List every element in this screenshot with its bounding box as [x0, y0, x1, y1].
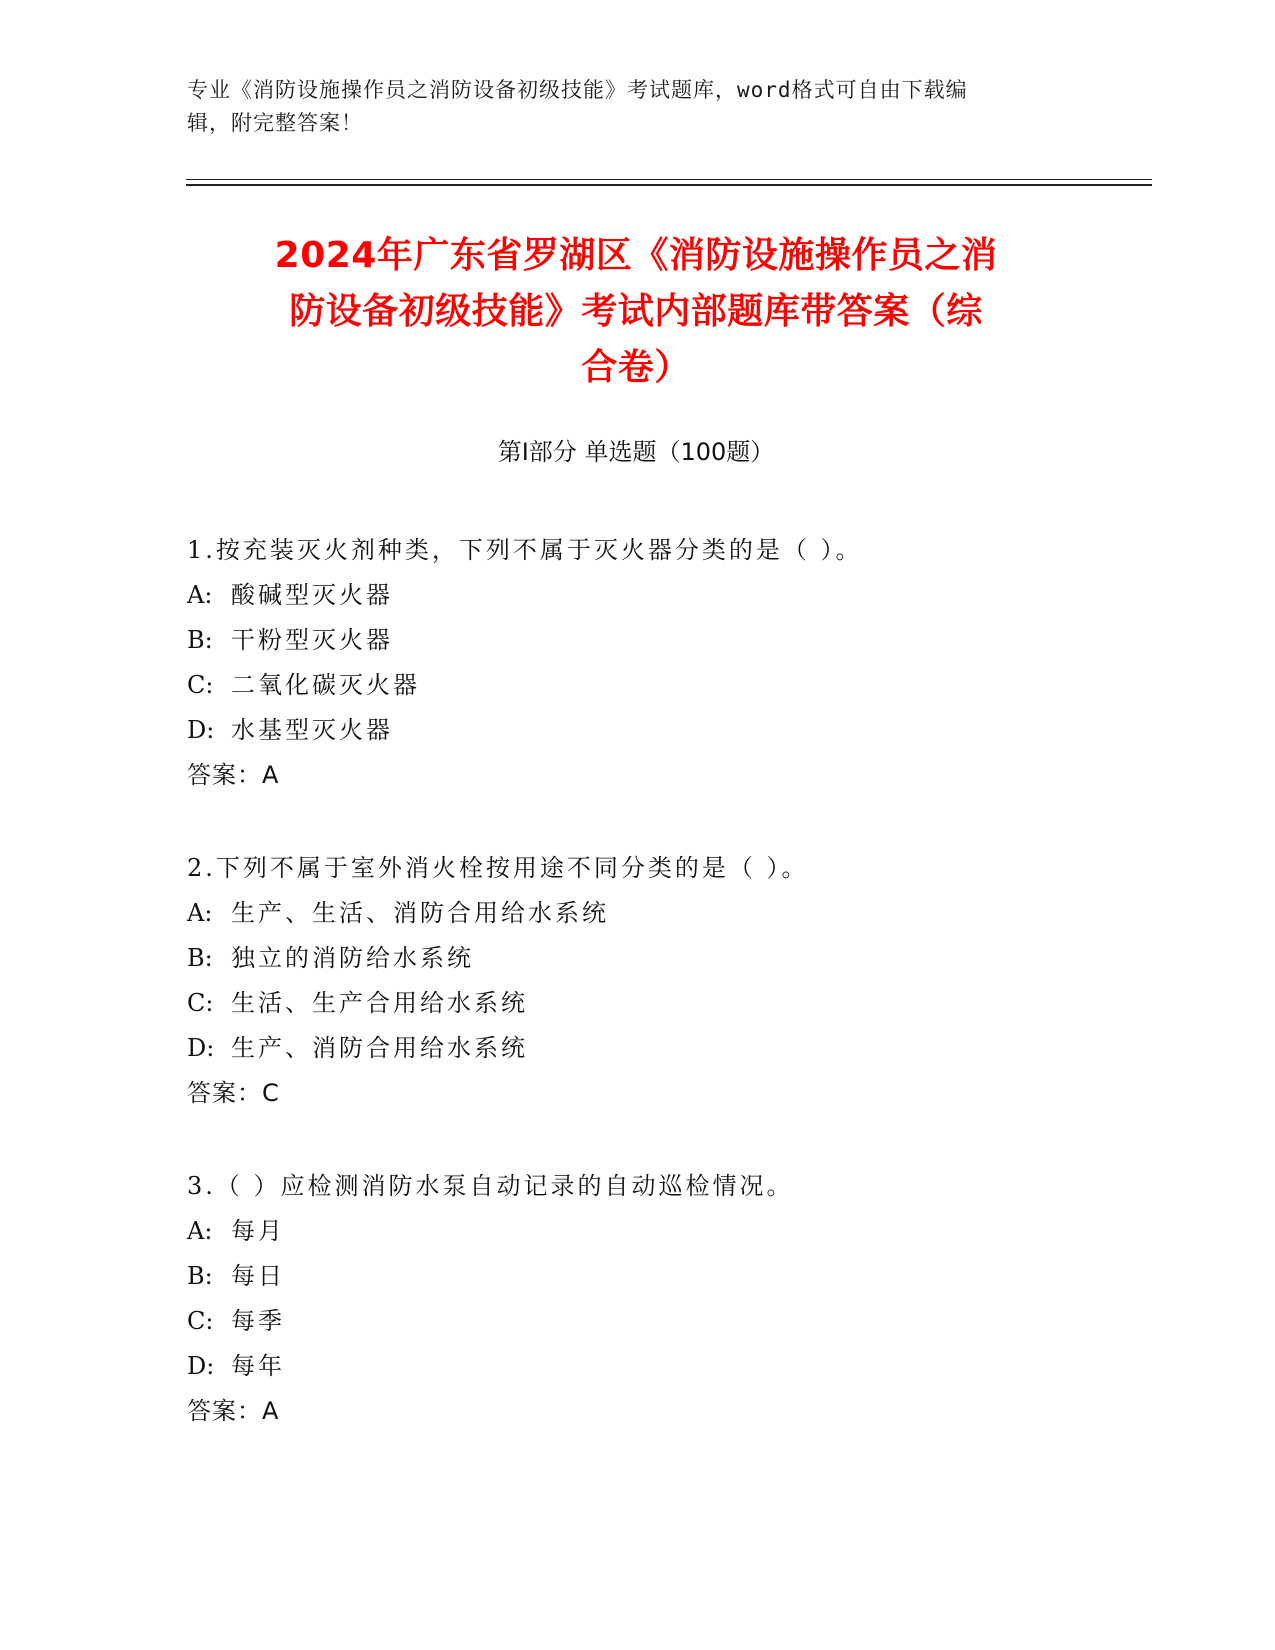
option-c	[187, 1299, 1147, 1344]
option-text: 每季	[231, 1307, 285, 1335]
option-letter: A:	[187, 1217, 213, 1245]
option-text: 酸碱型灭火器	[231, 581, 393, 609]
header-note-line-2: 辑，附完整答案！	[187, 111, 363, 135]
option-a	[187, 891, 1147, 936]
option-letter: A:	[187, 581, 213, 609]
option-c	[187, 981, 1147, 1026]
option-letter: B:	[187, 626, 213, 654]
option-letter: C:	[187, 989, 214, 1017]
option-d	[187, 708, 1147, 753]
document-title-line-1: 2024年广东省罗湖区《消防设施操作员之消	[274, 235, 998, 276]
option-text: 二氧化碳灭火器	[231, 671, 420, 699]
option-text: 独立的消防给水系统	[231, 944, 474, 972]
option-text: 水基型灭火器	[231, 716, 393, 744]
option-d	[187, 1344, 1147, 1389]
option-text: 生产、生活、消防合用给水系统	[231, 899, 609, 927]
option-b	[187, 618, 1147, 663]
section-title: 第Ⅰ部分 单选题（100题）	[497, 438, 775, 466]
question-stem: 2.下列不属于室外消火栓按用途不同分类的是（ ）。	[187, 854, 809, 882]
option-b	[187, 1254, 1147, 1299]
document-title	[186, 228, 1086, 396]
header-divider-thin	[186, 179, 1152, 180]
option-letter: D:	[187, 1352, 215, 1380]
option-b	[187, 936, 1147, 981]
option-letter: C:	[187, 671, 214, 699]
header-divider-thick	[186, 184, 1152, 186]
option-letter: C:	[187, 1307, 214, 1335]
option-a	[187, 1209, 1147, 1254]
question-list	[187, 528, 1147, 1482]
option-letter: B:	[187, 944, 213, 972]
question-item	[187, 1164, 1147, 1482]
answer-line: 答案：A	[187, 1397, 280, 1425]
question-stem: 1.按充装灭火剂种类，下列不属于灭火器分类的是（ ）。	[187, 536, 863, 564]
option-text: 每日	[231, 1262, 285, 1290]
answer-line: 答案：A	[187, 761, 280, 789]
answer-line: 答案：C	[187, 1079, 280, 1107]
document-title-line-3: 合卷）	[581, 347, 691, 388]
header-note	[187, 74, 1067, 140]
question-item	[187, 528, 1147, 846]
option-text: 生产、消防合用给水系统	[231, 1034, 528, 1062]
option-text: 每月	[231, 1217, 285, 1245]
question-item	[187, 846, 1147, 1164]
option-letter: B:	[187, 1262, 213, 1290]
option-letter: D:	[187, 716, 215, 744]
option-letter: A:	[187, 899, 213, 927]
option-text: 每年	[231, 1352, 285, 1380]
option-text: 干粉型灭火器	[231, 626, 393, 654]
question-stem: 3.（ ）应检测消防水泵自动记录的自动巡检情况。	[187, 1172, 794, 1200]
header-note-line-1: 专业《消防设施操作员之消防设备初级技能》考试题库，word格式可自由下载编	[187, 78, 968, 102]
option-a	[187, 573, 1147, 618]
document-title-line-2: 防设备初级技能》考试内部题库带答案（综	[289, 291, 983, 332]
option-text: 生活、生产合用给水系统	[231, 989, 528, 1017]
option-letter: D:	[187, 1034, 215, 1062]
option-c	[187, 663, 1147, 708]
option-d	[187, 1026, 1147, 1071]
